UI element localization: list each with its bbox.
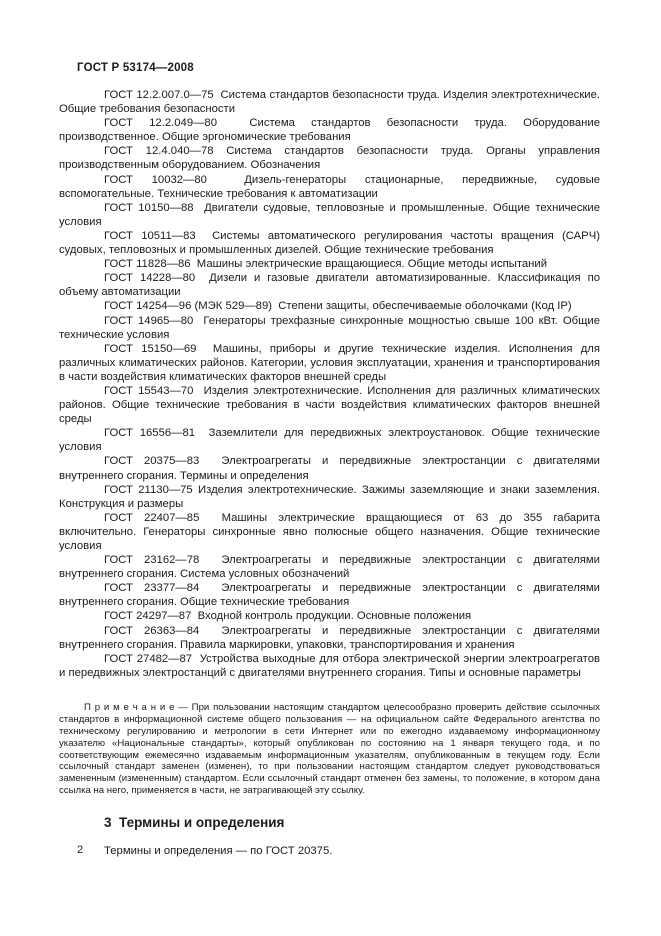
- reference-paragraph: ГОСТ 10150—88 Двигатели судовые, тепловозные и промышленные. Общие технические условия: [59, 201, 600, 228]
- reference-paragraph: ГОСТ 11828—86 Машины электрические вращающиеся. Общие методы испытаний: [104, 258, 548, 271]
- reference-paragraph: ГОСТ 15150—69 Машины, приборы и другие технические изделия. Исполнения для различных климатических районов. Категории, условия эксплуатации, хранения и транспортирования в части воздействия климатических факторов внешней среды: [59, 342, 600, 383]
- terms-paragraph: Термины и определения — по ГОСТ 20375.: [104, 845, 333, 858]
- reference-paragraph: ГОСТ 14254—96 (МЭК 529—89) Степени защиты, обеспечиваемые оболочками (Код IP): [104, 300, 572, 313]
- reference-paragraph: ГОСТ 15543—70 Изделия электротехнические. Исполнения для различных климатических районов. Общие технические требования в части воздействия климатических факторов внешней среды: [59, 384, 600, 426]
- reference-paragraph: ГОСТ 12.2.007.0—75 Система стандартов безопасности труда. Изделия электротехнические. Общие требования безопасности: [59, 89, 600, 116]
- reference-paragraph: ГОСТ 20375—83 Электроагрегаты и передвижные электростанции с двигателями внутреннего сгорания. Термины и определения: [59, 455, 600, 482]
- section-heading: 3 Термины и определения: [104, 815, 285, 831]
- reference-paragraph: ГОСТ 10032—80 Дизель-генераторы стационарные, передвижные, судовые вспомогательные. Технические требования к автоматизации: [59, 173, 600, 200]
- note-paragraph: П р и м е ч а н и е — При пользовании настоящим стандартом целесообразно проверить действие ссылочных стандартов в информационной системе общего пользования — на официальном сайте Федерального агентства по техническому регулированию и метрологии в сети Интернет или по ежегодно издаваемому информационному указателю «Национальные стандарты», который опубликован по состоянию на 1 января текущего года, и по соответствующим ежемесячно издаваемым информационным указателям, опубликованным в текущем году. Если ссылочный стандарт заменен (изменен), то при пользовании настоящим стандартом следует руководствоваться замененным (измененным) стандартом. Если ссылочный стандарт отменен без замены, то положение, в котором дана ссылка на него, применяется в части, не затрагивающей эту ссылку.: [59, 701, 600, 797]
- reference-paragraph: ГОСТ 12.2.049—80 Система стандартов безопасности труда. Оборудование производственное. Общие эргономические требования: [59, 117, 600, 144]
- reference-paragraph: ГОСТ 10511—83 Системы автоматического регулирования частоты вращения (САРЧ) судовых, тепловозных и промышленных дизелей. Общие технические требования: [59, 229, 600, 257]
- reference-paragraph: ГОСТ 26363—84 Электроагрегаты и передвижные электростанции с двигателями внутреннего сгорания. Правила маркировки, упаковки, транспортирования и хранения: [59, 624, 600, 651]
- reference-paragraph: ГОСТ 23162—78 Электроагрегаты и передвижные электростанции с двигателями внутреннего сгорания. Система условных обозначений: [59, 554, 600, 581]
- reference-paragraph: ГОСТ 14965—80 Генераторы трехфазные синхронные мощностью свыше 100 кВт. Общие технические условия: [59, 314, 600, 341]
- reference-paragraph: ГОСТ 24297—87 Входной контроль продукции. Основные положения: [104, 610, 472, 623]
- page-number: 2: [77, 844, 84, 856]
- running-header: ГОСТ Р 53174—2008: [77, 62, 194, 74]
- reference-paragraph: ГОСТ 12.4.040—78 Система стандартов безопасности труда. Органы управления производственным оборудованием. Обозначения: [59, 145, 600, 172]
- reference-paragraph: ГОСТ 16556—81 Заземлители для передвижных электроустановок. Общие технические условия: [59, 427, 600, 454]
- reference-paragraph: ГОСТ 14228—80 Дизели и газовые двигатели автоматизированные. Классификация по объему автоматизации: [59, 272, 600, 299]
- reference-paragraph: ГОСТ 21130—75 Изделия электротехнические. Зажимы заземляющие и знаки заземления. Конструкция и размеры: [59, 483, 600, 510]
- reference-paragraph: ГОСТ 23377—84 Электроагрегаты и передвижные электростанции с двигателями внутреннего сгорания. Общие технические требования: [59, 582, 600, 609]
- reference-paragraph: ГОСТ 22407—85 Машины электрические вращающиеся от 63 до 355 габарита включительно. Генераторы синхронные явно полюсные общего назначения. Общие технические условия: [59, 511, 600, 552]
- reference-paragraph: ГОСТ 27482—87 Устройства выходные для отбора электрической энергии электроагрегатов и передвижных электростанций с двигателями внутреннего сгорания. Типы и основные параметры: [59, 652, 600, 679]
- references-list: [59, 88, 600, 680]
- page-content: [59, 88, 600, 858]
